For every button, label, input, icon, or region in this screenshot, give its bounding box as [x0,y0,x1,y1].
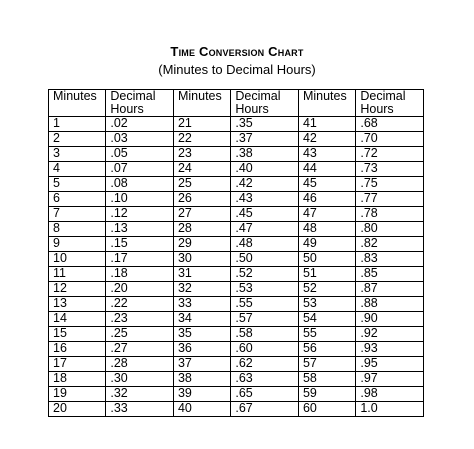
table-row [49,312,424,327]
cell-decimal-hours: .63 [231,372,299,387]
cell-minutes: 27 [173,207,230,222]
table-row [49,252,424,267]
cell-decimal-hours: .15 [106,237,174,252]
cell-decimal-hours: .70 [356,132,424,147]
table-row [49,162,424,177]
cell-minutes: 13 [49,297,106,312]
cell-decimal-hours: .27 [106,342,174,357]
cell-decimal-hours: .77 [356,192,424,207]
cell-decimal-hours: .22 [106,297,174,312]
cell-decimal-hours: .83 [356,252,424,267]
table-row [49,177,424,192]
cell-minutes: 20 [49,402,106,417]
cell-minutes: 15 [49,327,106,342]
cell-minutes: 49 [298,237,355,252]
cell-minutes: 47 [298,207,355,222]
cell-decimal-hours: .92 [356,327,424,342]
cell-decimal-hours: .52 [231,267,299,282]
header-minutes-1: Minutes [49,90,106,117]
cell-decimal-hours: .45 [231,207,299,222]
cell-decimal-hours: .02 [106,117,174,132]
conversion-table [48,89,424,417]
table-row [49,192,424,207]
cell-minutes: 42 [298,132,355,147]
cell-minutes: 48 [298,222,355,237]
cell-decimal-hours: .42 [231,177,299,192]
table-body [49,117,424,417]
cell-minutes: 3 [49,147,106,162]
cell-decimal-hours: .47 [231,222,299,237]
cell-decimal-hours: .43 [231,192,299,207]
cell-minutes: 46 [298,192,355,207]
cell-minutes: 28 [173,222,230,237]
cell-minutes: 8 [49,222,106,237]
cell-decimal-hours: .87 [356,282,424,297]
cell-decimal-hours: .38 [231,147,299,162]
chart-subtitle: (Minutes to Decimal Hours) [158,62,316,77]
cell-decimal-hours: .20 [106,282,174,297]
cell-decimal-hours: .40 [231,162,299,177]
cell-decimal-hours: .90 [356,312,424,327]
cell-minutes: 6 [49,192,106,207]
cell-decimal-hours: .67 [231,402,299,417]
cell-decimal-hours: .50 [231,252,299,267]
header-decimal-hours-3: Decimal Hours [356,90,424,117]
chart-title: Time Conversion Chart [170,44,304,59]
cell-minutes: 57 [298,357,355,372]
header-minutes-2: Minutes [173,90,230,117]
cell-minutes: 55 [298,327,355,342]
cell-minutes: 36 [173,342,230,357]
cell-minutes: 52 [298,282,355,297]
cell-decimal-hours: .48 [231,237,299,252]
cell-minutes: 30 [173,252,230,267]
cell-minutes: 59 [298,387,355,402]
cell-minutes: 22 [173,132,230,147]
cell-minutes: 23 [173,147,230,162]
cell-decimal-hours: .55 [231,297,299,312]
cell-minutes: 34 [173,312,230,327]
cell-minutes: 9 [49,237,106,252]
cell-decimal-hours: .65 [231,387,299,402]
cell-minutes: 10 [49,252,106,267]
cell-minutes: 41 [298,117,355,132]
cell-minutes: 40 [173,402,230,417]
cell-minutes: 19 [49,387,106,402]
cell-minutes: 26 [173,192,230,207]
table-row [49,327,424,342]
cell-minutes: 37 [173,357,230,372]
table-row [49,117,424,132]
table-row [49,147,424,162]
cell-minutes: 43 [298,147,355,162]
table-row [49,297,424,312]
cell-decimal-hours: .13 [106,222,174,237]
cell-minutes: 38 [173,372,230,387]
cell-decimal-hours: .12 [106,207,174,222]
cell-decimal-hours: .07 [106,162,174,177]
cell-minutes: 54 [298,312,355,327]
cell-minutes: 5 [49,177,106,192]
cell-decimal-hours: .05 [106,147,174,162]
cell-decimal-hours: .18 [106,267,174,282]
cell-minutes: 32 [173,282,230,297]
cell-minutes: 56 [298,342,355,357]
cell-decimal-hours: .03 [106,132,174,147]
cell-decimal-hours: .62 [231,357,299,372]
cell-minutes: 60 [298,402,355,417]
cell-minutes: 7 [49,207,106,222]
table-header-row [49,90,424,117]
cell-decimal-hours: .30 [106,372,174,387]
cell-minutes: 21 [173,117,230,132]
cell-minutes: 33 [173,297,230,312]
cell-decimal-hours: .23 [106,312,174,327]
header-decimal-hours-2: Decimal Hours [231,90,299,117]
cell-decimal-hours: .93 [356,342,424,357]
table-row [49,357,424,372]
cell-minutes: 11 [49,267,106,282]
cell-decimal-hours: .72 [356,147,424,162]
cell-minutes: 50 [298,252,355,267]
cell-minutes: 2 [49,132,106,147]
cell-decimal-hours: .95 [356,357,424,372]
cell-decimal-hours: .37 [231,132,299,147]
table-row [49,132,424,147]
cell-decimal-hours: .33 [106,402,174,417]
cell-decimal-hours: .88 [356,297,424,312]
cell-decimal-hours: .75 [356,177,424,192]
cell-decimal-hours: .10 [106,192,174,207]
table-row [49,267,424,282]
cell-decimal-hours: .32 [106,387,174,402]
cell-minutes: 17 [49,357,106,372]
cell-decimal-hours: .25 [106,327,174,342]
cell-decimal-hours: .73 [356,162,424,177]
cell-decimal-hours: 1.0 [356,402,424,417]
cell-minutes: 12 [49,282,106,297]
cell-minutes: 29 [173,237,230,252]
cell-minutes: 53 [298,297,355,312]
table-row [49,207,424,222]
table-row [49,282,424,297]
cell-decimal-hours: .28 [106,357,174,372]
cell-decimal-hours: .82 [356,237,424,252]
cell-decimal-hours: .98 [356,387,424,402]
cell-minutes: 44 [298,162,355,177]
header-decimal-hours-1: Decimal Hours [106,90,174,117]
cell-decimal-hours: .08 [106,177,174,192]
table-row [49,387,424,402]
cell-minutes: 25 [173,177,230,192]
cell-minutes: 16 [49,342,106,357]
cell-decimal-hours: .68 [356,117,424,132]
cell-decimal-hours: .17 [106,252,174,267]
cell-decimal-hours: .85 [356,267,424,282]
cell-minutes: 4 [49,162,106,177]
cell-minutes: 45 [298,177,355,192]
cell-decimal-hours: .60 [231,342,299,357]
cell-decimal-hours: .53 [231,282,299,297]
cell-decimal-hours: .57 [231,312,299,327]
cell-minutes: 51 [298,267,355,282]
cell-minutes: 31 [173,267,230,282]
table-row [49,222,424,237]
table-row [49,372,424,387]
cell-decimal-hours: .35 [231,117,299,132]
cell-decimal-hours: .80 [356,222,424,237]
table-row [49,402,424,417]
table-row [49,342,424,357]
cell-minutes: 58 [298,372,355,387]
cell-decimal-hours: .97 [356,372,424,387]
header-minutes-3: Minutes [298,90,355,117]
cell-decimal-hours: .58 [231,327,299,342]
cell-minutes: 39 [173,387,230,402]
cell-decimal-hours: .78 [356,207,424,222]
table-row [49,237,424,252]
cell-minutes: 18 [49,372,106,387]
cell-minutes: 24 [173,162,230,177]
cell-minutes: 14 [49,312,106,327]
cell-minutes: 35 [173,327,230,342]
cell-minutes: 1 [49,117,106,132]
